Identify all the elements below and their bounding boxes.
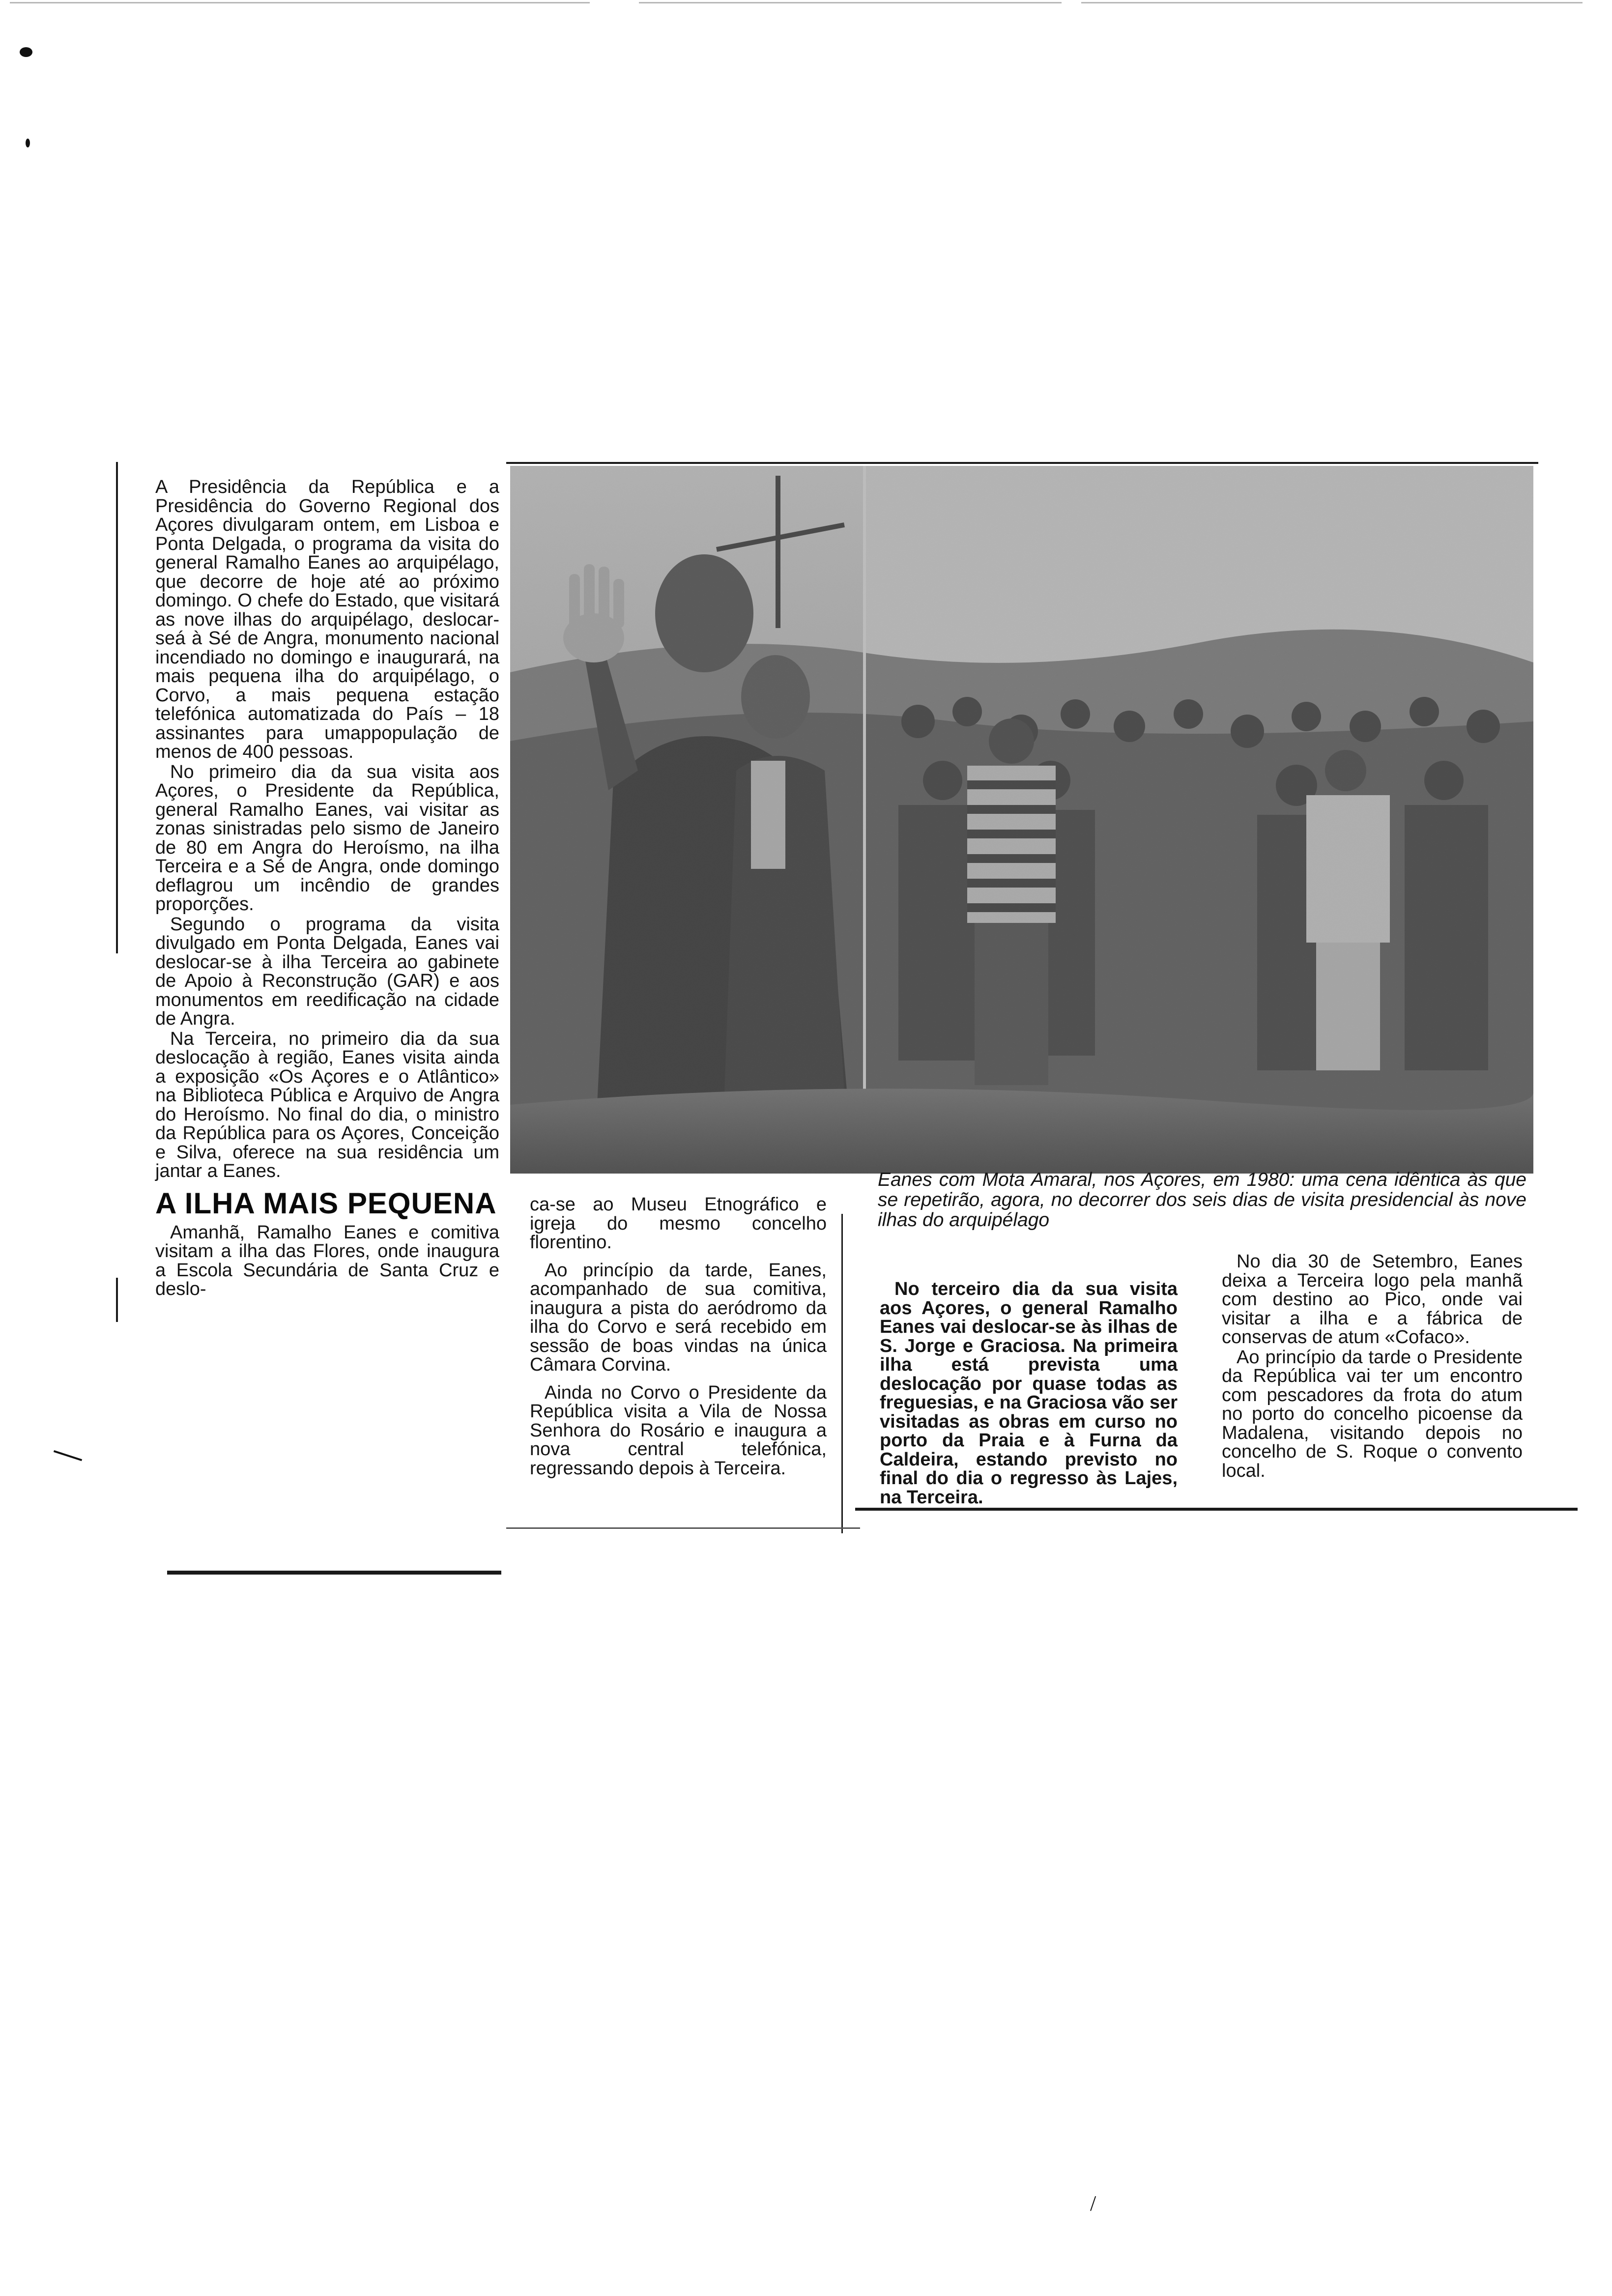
article-column-4 [1222, 1252, 1523, 1481]
article-column-1 [155, 478, 499, 1300]
news-photo [510, 466, 1533, 1174]
scan-top-rule-right [1081, 2, 1583, 3]
paragraph: No primeiro dia da sua visita aos Açores, o Presidente da República, general Ramalho Eanes, vai visitar as zonas sinistradas pelo sismo de Janeiro de 80 em Angra do Heroísmo, na ilha Terceira e a Sé de Angra, onde domingo deflagrou um incêndio de grandes proporções. [155, 761, 499, 915]
paragraph: Na Terceira, no primeiro dia da sua deslocação à região, Eanes visita ainda a exposição «Os Açores e o Atlântico» na Biblioteca Pública e Arquivo de Angra do Heroísmo. No final do dia, o ministro da República para os Açores, Conceição e Silva, oferece na sua residência um jantar a Eanes. [155, 1028, 499, 1181]
column-rule-left-lower [116, 1278, 118, 1322]
paragraph: No terceiro dia da sua visita aos Açores, o general Ramalho Eanes vai deslocar-se às ilhas de S. Jorge e Graciosa. Na primeira ilha está prevista uma deslocação por quase todas as freguesias, e na Graciosa vão ser visitadas as obras em curso no porto da Praia e à Furna da Caldeira, estando previsto no final do dia o regresso às Lajes, na Terceira. [880, 1279, 1178, 1508]
paragraph: Ainda no Corvo o Presidente da República visita a Vila de Nossa Senhora do Rosário e inaugura a nova central telefónica, regressando depois à Terceira. [530, 1382, 827, 1479]
scan-speck [26, 139, 30, 147]
photo-top-rule [506, 462, 1538, 464]
column-rule-2 [841, 1214, 843, 1533]
photo-caption: Eanes com Mota Amaral, nos Açores, em 1980: uma cena idêntica às que se repetirão, agora, no decorrer dos seis dias de visita presidencial às nove ilhas do arquipélago [878, 1169, 1526, 1231]
paragraph: A Presidência da República e a Presidência do Governo Regional dos Açores divulgaram ontem, em Lisboa e Ponta Delgada, o programa da visita do general Ramalho Eanes ao arquipélago, que decorre de hoje até ao próximo domingo. O chefe do Estado, que visitará as nove ilhas do arquipélago, deslocar-seá à Sé de Angra, monumento nacional incendiado no domingo e inaugurará, na mais pequena ilha do arquipélago, o Corvo, a mais pequena estação telefónica automatizada do País – 18 assinantes para umappopulação de menos de 400 pessoas. [155, 477, 499, 762]
article-bottom-rule-mid [506, 1527, 860, 1529]
scan-top-rule-mid [639, 2, 1062, 3]
scan-speck [20, 47, 32, 57]
page-mark: / [1090, 2191, 1096, 2215]
scan-speck [54, 1450, 82, 1461]
subheading: A ILHA MAIS PEQUENA [155, 1186, 497, 1220]
article-column-2 [530, 1195, 827, 1479]
paragraph: Ao princípio da tarde o Presidente da República vai ter um encontro com pescadores da frota do atum no porto do concelho picoense da Madalena, visitando depois no concelho de S. Roque o convento local. [1222, 1347, 1523, 1481]
crowd-photo-image [510, 466, 1533, 1174]
column-rule-left [116, 462, 118, 953]
paragraph: Ao princípio da tarde, Eanes, acompanhado de sua comitiva, inaugura a pista do aeródromo da ilha do Corvo e será recebido em sessão de boas vindas na única Câmara Corvina. [530, 1260, 827, 1375]
article-bottom-rule-left [167, 1571, 501, 1575]
paragraph: Amanhã, Ramalho Eanes e comitiva visitam a ilha das Flores, onde inaugura a Escola Secundária de Santa Cruz e deslo- [155, 1222, 499, 1299]
article-column-3 [880, 1280, 1178, 1508]
scan-top-rule-left [10, 2, 590, 3]
article-bottom-rule-right [855, 1508, 1578, 1511]
paragraph: ca-se ao Museu Etnográfico e igreja do mesmo concelho florentino. [530, 1194, 827, 1253]
paragraph: No dia 30 de Setembro, Eanes deixa a Terceira logo pela manhã com destino ao Pico, onde vai visitar a ilha e a fábrica de conservas de atum «Cofaco». [1222, 1251, 1523, 1348]
paragraph: Segundo o programa da visita divulgado em Ponta Delgada, Eanes vai deslocar-se à ilha Terceira ao gabinete de Apoio à Reconstrução (GAR) e aos monumentos em reedificação na cidade de Angra. [155, 914, 499, 1029]
